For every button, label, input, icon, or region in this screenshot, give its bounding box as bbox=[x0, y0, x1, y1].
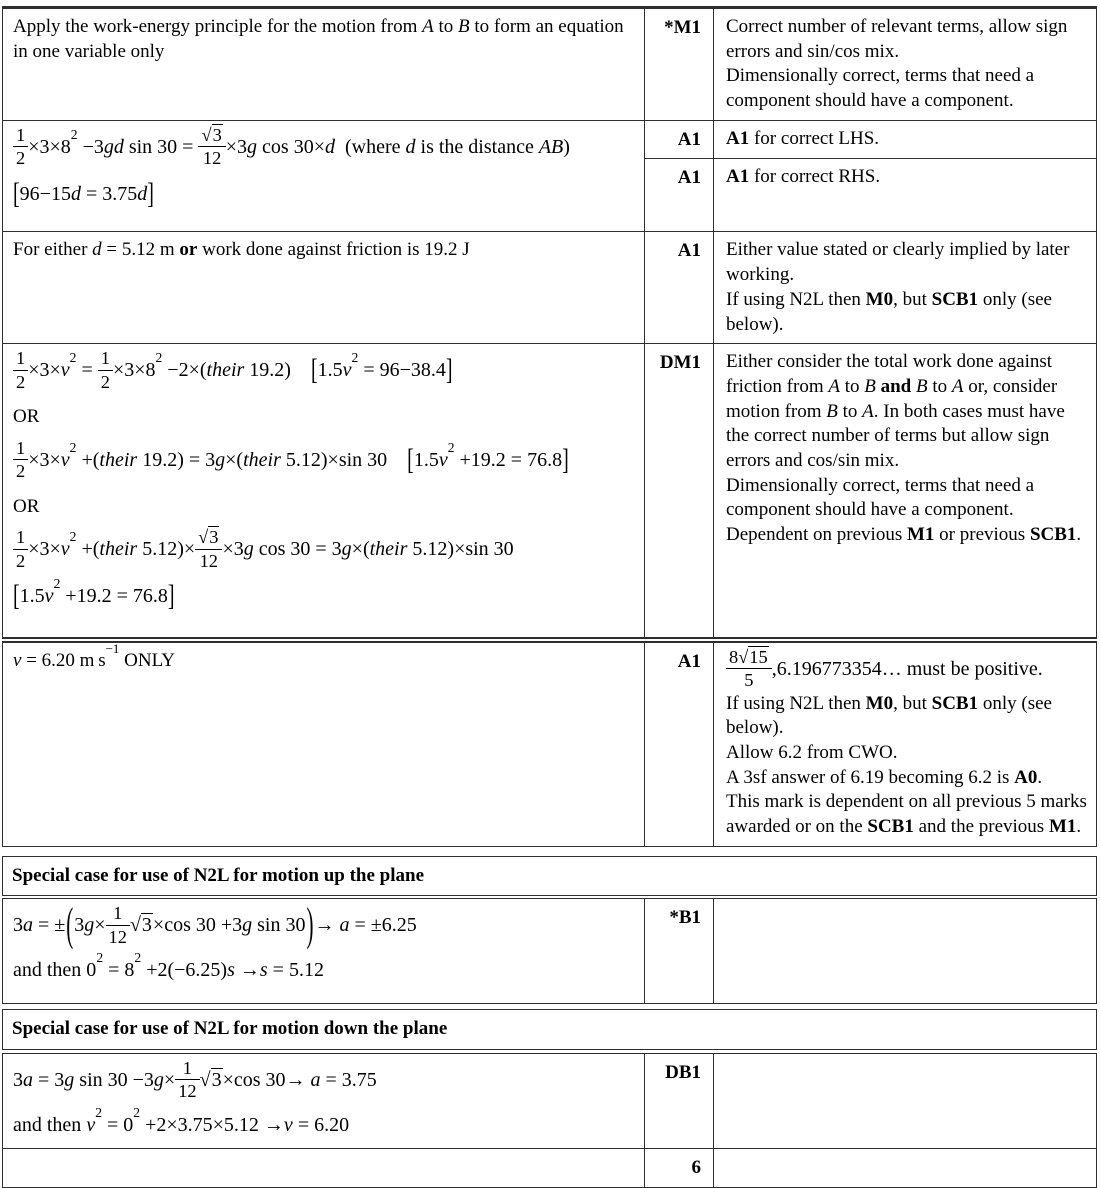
row-work-energy-equation bbox=[3, 120, 1097, 159]
mark-code: DM1 bbox=[659, 352, 701, 374]
mark-code: *B1 bbox=[669, 907, 701, 929]
comment-cell-m1 bbox=[714, 8, 1097, 121]
solution-text: v = 6.20 m $s^{-1}$ ONLY bbox=[13, 640, 175, 671]
comment-text: Either value stated or clearly implied by later working. If using N2L then M0, but SCB1 only (see below). bbox=[726, 239, 1070, 335]
comment-cell-db1 bbox=[714, 1054, 1097, 1149]
solution-cell-special-down bbox=[3, 1054, 645, 1149]
mark-code: A1 bbox=[677, 167, 701, 189]
mark-cell-a1-value bbox=[645, 232, 714, 344]
mark-cell-m1 bbox=[645, 8, 714, 121]
solution-cell-apply-principle bbox=[3, 8, 645, 121]
row-velocity-equation-alternatives bbox=[3, 344, 1097, 640]
comment-text: A1 for correct LHS. bbox=[726, 127, 880, 149]
total-marks-value: 6 bbox=[691, 1157, 701, 1178]
solution-text: 3a = ±(3g× $\frac{1}{12}$ √3×cos 30 +3g sin 30)→ a = ±6.25 and then $0^2 = 8^2 +2(-6.25)s \to s = 5.12$ bbox=[13, 897, 417, 982]
comment-cell-empty bbox=[714, 1149, 1097, 1188]
mark-cell-a1-rhs bbox=[645, 159, 714, 232]
solution-cell-distance bbox=[3, 232, 645, 344]
comment-text: $\frac{8√15}{5}$ ,6.196773354… must be positive. If using N2L then M0, but SCB1 only (see below). Allow 6.2 from CWO. A 3sf answer of 6.19 becoming 6.2 is A0. This mark is dependent on all previous 5 marks awarded or on the SCB1 and the previous M1. bbox=[726, 646, 1087, 837]
row-final-answer bbox=[3, 640, 1097, 846]
special-case-down-table bbox=[2, 1053, 1097, 1188]
row-distance-or-friction-work bbox=[3, 232, 1097, 344]
row-special-case-up bbox=[3, 899, 1097, 1004]
special-case-up-table bbox=[2, 898, 1097, 1004]
mark-code: DB1 bbox=[665, 1062, 701, 1083]
mark-code: A1 bbox=[677, 650, 701, 672]
comment-text: A1 for correct RHS. bbox=[726, 166, 881, 188]
mark-cell-a1-answer bbox=[645, 640, 714, 846]
mark-cell-b1 bbox=[645, 899, 714, 1004]
mark-scheme-main-table bbox=[2, 6, 1097, 847]
solution-text: $\frac{1}{2}$ $\times 3\times v^2$ = $\frac{1}{2}$ $\times 3\times 8^2$ −2×(their 19.2) $[1.5v^2 = 96-38.4]$ OR $\frac{1}{2}$ $\times 3\times v^2$ +(their 19.2) = 3g×(their 5.12)×sin 30 $[1.5v^2 +19.2 = 76.8]$ OR $\frac{1}{2}$ $\times 3\times v^2$ +(their 5.12)× $\frac{√3}{12}$ ×3g cos 30 = 3g×(their 5.12)×sin 30 $[1.5v^2 +19.2 = 76.8]$ bbox=[13, 348, 569, 613]
row-special-case-down-header bbox=[3, 1010, 1097, 1050]
mark-code: *M1 bbox=[664, 17, 701, 38]
comment-cell-dm1 bbox=[714, 344, 1097, 640]
solution-text: 3a = 3g sin 30 −3g× $\frac{1}{12}$ √3×cos 30→ a = 3.75 and then $v^2 = 0^2 +2\times 3.75\times 5.12 \to v = 6.20$ bbox=[13, 1058, 377, 1136]
comment-cell-a1-lhs bbox=[714, 120, 1097, 159]
solution-cell-final-answer bbox=[3, 640, 645, 846]
solution-cell-empty bbox=[3, 1149, 645, 1188]
solution-cell-special-up bbox=[3, 899, 645, 1004]
comment-text: Either consider the total work done against friction from A to B and B to A or, consider motion from B to A. In both cases must have the correct number of terms but allow sign errors and cos/sin mix. Dimensionally correct, terms that need a component should have a component. Dependent on previous M1 or previous SCB1. bbox=[726, 351, 1082, 545]
row-special-case-down bbox=[3, 1054, 1097, 1149]
special-case-up-title: Special case for use of N2L for motion up the plane bbox=[3, 856, 1097, 896]
solution-text: For either d = 5.12 m or work done against friction is 19.2 J bbox=[13, 239, 470, 261]
section-gap bbox=[2, 847, 1097, 856]
comment-cell-a1-answer bbox=[714, 640, 1097, 846]
mark-cell-a1-lhs bbox=[645, 120, 714, 159]
solution-cell-equation bbox=[3, 120, 645, 232]
special-case-down-header-table bbox=[2, 1009, 1097, 1050]
row-apply-principle bbox=[3, 8, 1097, 121]
mark-code: A1 bbox=[677, 128, 701, 150]
mark-code: A1 bbox=[677, 240, 701, 262]
solution-cell-alternatives bbox=[3, 344, 645, 640]
solution-text: Apply the work-energy principle for the motion from A to B to form an equation in one variable only bbox=[13, 16, 624, 62]
mark-cell-db1 bbox=[645, 1054, 714, 1149]
row-special-case-up-header bbox=[3, 856, 1097, 896]
special-case-up-header-table bbox=[2, 856, 1097, 897]
comment-cell-a1-rhs bbox=[714, 159, 1097, 232]
total-marks-cell bbox=[645, 1149, 714, 1188]
row-total-marks bbox=[3, 1149, 1097, 1188]
special-case-down-title: Special case for use of N2L for motion down the plane bbox=[3, 1010, 1097, 1050]
mark-cell-dm1 bbox=[645, 344, 714, 640]
solution-text: $\frac{1}{2}$ $\times 3\times 8^2 -3gd$ sin 30 = $\frac{√3}{12}$ ×3g cos 30×d (where d is the distance AB) [96−15d = 3.75d] bbox=[13, 124, 570, 210]
comment-text: Correct number of relevant terms, allow sign errors and sin/cos mix. Dimensionally correct, terms that need a component should have a component. bbox=[726, 16, 1068, 112]
comment-cell-a1-value bbox=[714, 232, 1097, 344]
comment-cell-b1 bbox=[714, 899, 1097, 1004]
